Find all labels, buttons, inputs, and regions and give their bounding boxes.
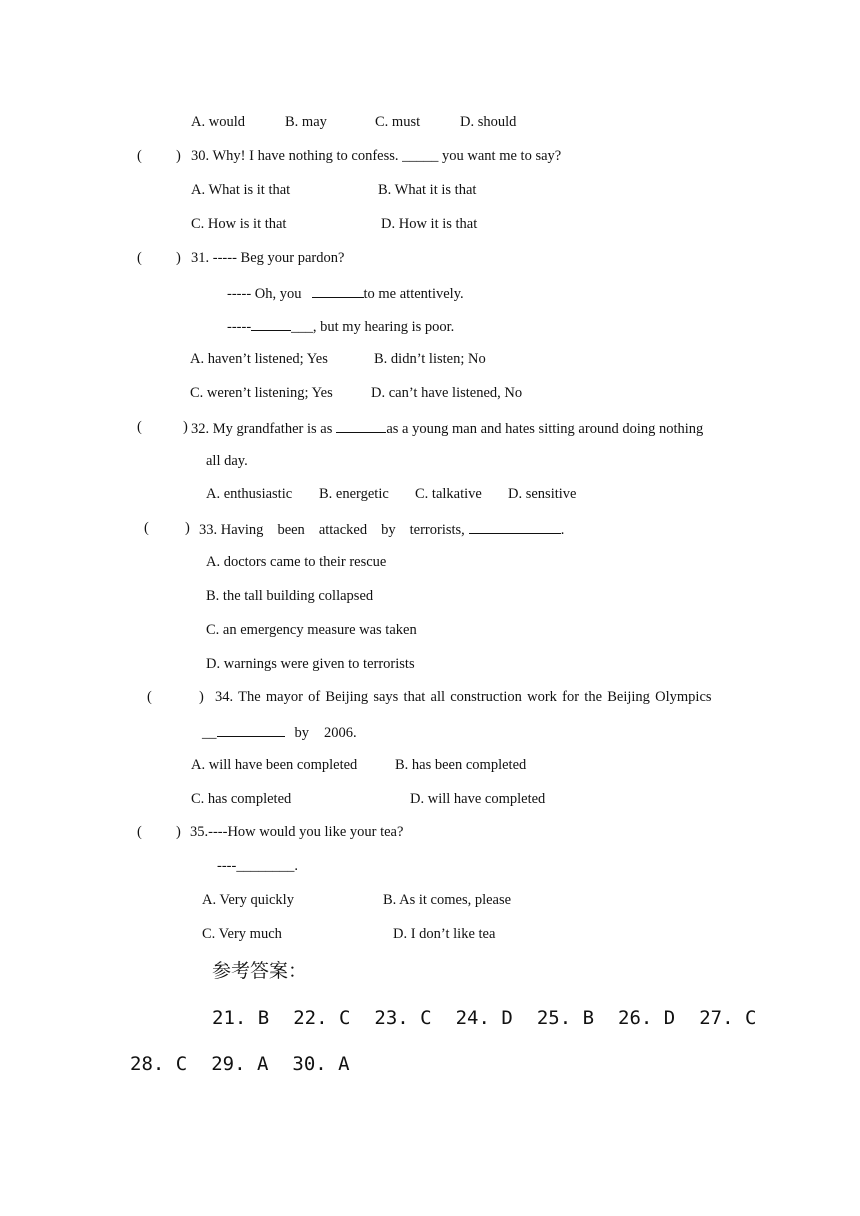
q33-stem: [199, 519, 564, 539]
q34-paren-close: ): [199, 689, 204, 705]
q30-stem: 30. Why! I have nothing to confess. _____ you want me to say?: [191, 148, 562, 164]
q33-paren-close: ): [185, 520, 190, 536]
q31-option-b: B. didn’t listen; No: [374, 351, 486, 367]
q33-option-b: B. the tall building collapsed: [206, 588, 374, 604]
q34-option-b: B. has been completed: [395, 757, 527, 773]
q34-stem-continued: [202, 722, 357, 742]
q31-paren-open: (: [137, 250, 142, 266]
q33-option-d: D. warnings were given to terrorists: [206, 656, 415, 672]
q34-paren-open: (: [147, 689, 152, 705]
q35-dialog-line: ----________.: [217, 858, 298, 874]
q31-dialog-line-2: [227, 316, 454, 336]
answer-blank: [336, 418, 386, 433]
answer-key-heading: 参考答案：: [212, 960, 308, 982]
q30-option-c: C. How is it that: [191, 216, 287, 232]
q31-option-d: D. can’t have listened, No: [371, 385, 523, 401]
q34-cont-pre: __: [202, 725, 217, 741]
q32-option-c: C. talkative: [415, 486, 482, 502]
q35-stem: 35.----How would you like your tea?: [190, 824, 404, 840]
q34-option-d: D. will have completed: [410, 791, 546, 807]
answer-blank: [251, 316, 291, 331]
answer-item: 29. A: [211, 1053, 269, 1075]
answer-item: 27. C: [699, 1007, 757, 1029]
q30-option-a: A. What is it that: [191, 182, 291, 198]
q34-option-a: A. will have been completed: [191, 757, 358, 773]
q31-stem: 31. ----- Beg your pardon?: [191, 250, 345, 266]
q35-option-c: C. Very much: [202, 926, 282, 942]
answer-item: 21. B: [212, 1007, 270, 1029]
q33-stem-end: .: [560, 522, 565, 538]
q33-stem-word: by: [381, 522, 396, 538]
q35-option-a: A. Very quickly: [202, 892, 294, 908]
q32-stem-pre: 32. My grandfather is as: [191, 421, 333, 437]
q31-option-a: A. haven’t listened; Yes: [190, 351, 328, 367]
answer-item: 23. C: [374, 1007, 432, 1029]
q32-option-d: D. sensitive: [508, 486, 577, 502]
q32-stem-continued: all day.: [206, 453, 248, 469]
q30-paren-close: ): [176, 148, 181, 164]
answer-blank: [312, 283, 364, 298]
q30-option-b: B. What it is that: [378, 182, 477, 198]
q32-option-b: B. energetic: [319, 486, 389, 502]
q34-cont-by: by: [294, 725, 309, 741]
answer-key-row-2: [130, 1052, 350, 1076]
answer-blank: [217, 722, 285, 737]
q34-cont-year: 2006.: [324, 725, 357, 741]
answer-item: 25. B: [536, 1007, 595, 1029]
q33-stem-word: 33. Having: [199, 522, 264, 538]
q33-paren-open: (: [144, 520, 149, 536]
q31-line3-post: , but my hearing is poor.: [312, 319, 455, 335]
answer-item: 28. C: [130, 1053, 188, 1075]
q29-option-a: A. would: [191, 114, 245, 130]
q31-dialog-line-1: [227, 283, 464, 303]
q32-paren-close: ): [183, 419, 188, 435]
q29-option-c: C. must: [375, 114, 421, 130]
answer-item: 26. D: [618, 1007, 676, 1029]
q29-option-b: B. may: [285, 114, 327, 130]
q34-stem: [215, 688, 732, 706]
q32-option-a: A. enthusiastic: [206, 486, 293, 502]
answer-item: 30. A: [292, 1053, 350, 1075]
q31-line2-post: to me attentively.: [363, 286, 464, 302]
q34-stem-text: 34. The mayor of Beijing says that all construction work for the Beijing Olympics: [215, 689, 712, 705]
q33-stem-word: terrorists,: [409, 522, 465, 538]
q35-option-d: D. I don’t like tea: [393, 926, 496, 942]
q35-paren-close: ): [176, 824, 181, 840]
q31-line2-pre: ----- Oh, you: [227, 286, 302, 302]
q30-paren-open: (: [137, 148, 142, 164]
q33-option-c: C. an emergency measure was taken: [206, 622, 417, 638]
q33-option-a: A. doctors came to their rescue: [206, 554, 387, 570]
q31-line3-mid: ___: [291, 319, 313, 335]
answer-key-row-1: [212, 1006, 756, 1030]
q30-option-d: D. How it is that: [381, 216, 478, 232]
q32-stem: [191, 418, 703, 438]
q32-paren-open: (: [137, 419, 142, 435]
q32-stem-post: as a young man and hates sitting around doing nothing: [386, 421, 704, 437]
answer-item: 22. C: [293, 1007, 351, 1029]
q34-option-c: C. has completed: [191, 791, 292, 807]
answer-blank: [469, 519, 561, 534]
q35-paren-open: (: [137, 824, 142, 840]
q31-option-c: C. weren’t listening; Yes: [190, 385, 333, 401]
q29-option-d: D. should: [460, 114, 517, 130]
q33-stem-word: attacked: [318, 522, 368, 538]
q31-line3-pre: -----: [227, 319, 252, 335]
q35-option-b: B. As it comes, please: [383, 892, 512, 908]
q31-paren-close: ): [176, 250, 181, 266]
answer-item: 24. D: [455, 1007, 513, 1029]
q33-stem-word: been: [277, 522, 305, 538]
